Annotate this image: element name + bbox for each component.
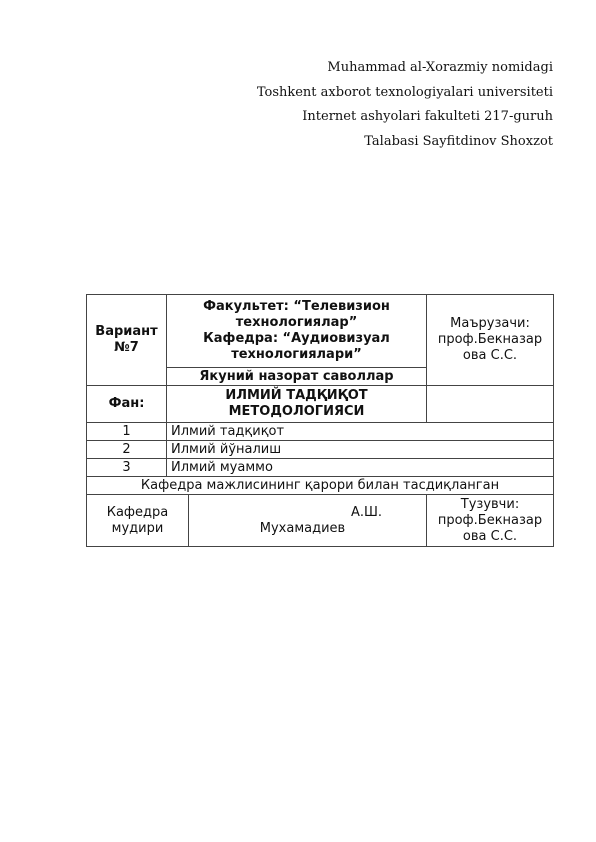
variant-number: №7 (114, 340, 139, 355)
table-row-faculty (87, 295, 554, 368)
compiler-cell (427, 495, 554, 547)
table-row-subject (87, 386, 554, 423)
table-row-question (87, 441, 554, 459)
faculty-line-2: технологиялар” (235, 315, 358, 330)
question-number: 2 (87, 441, 167, 459)
question-number: 1 (87, 423, 167, 441)
head-name-initials: А.Ш. (350, 504, 382, 520)
compiler-line-2: проф.Бекназар (437, 512, 543, 528)
question-number: 3 (87, 459, 167, 477)
header-line-faculty: Internet ashyolari fakulteti 217-guruh (302, 109, 553, 124)
head-of-department-cell (87, 495, 189, 547)
exam-ticket-table (86, 294, 554, 547)
compiler-line-1: Тузувчи: (460, 496, 520, 512)
lecturer-line-3: ова С.С. (462, 348, 518, 363)
header-line-university: Toshkent axborot texnologiyalari universiteti (256, 84, 553, 100)
subject-label: Фан: (87, 386, 167, 423)
question-text: Илмий муаммо (167, 459, 554, 477)
subject-line-1: ИЛМИЙ ТАДҚИҚОТ (225, 388, 368, 403)
head-name-surname: Мухамадиев (259, 520, 346, 536)
compiler-line-3: ова С.С. (462, 528, 518, 544)
table-row-question (87, 459, 554, 477)
subject-empty-cell (427, 386, 554, 423)
head-line-1: Кафедра (106, 504, 169, 520)
lecturer-line-1: Маърузачи: (450, 316, 530, 331)
student-header (153, 56, 553, 154)
faculty-line-1: Факультет: “Телевизион (203, 299, 390, 314)
table-row-signatures (87, 495, 554, 547)
approval-note: Кафедра мажлисининг қарори билан тасдиқланган (87, 477, 554, 495)
department-line-1: Кафедра: “Аудиовизуал (203, 331, 390, 346)
subject-line-2: МЕТОДОЛОГИЯСИ (228, 404, 365, 419)
faculty-cell (167, 295, 427, 368)
question-text: Илмий тадқиқот (167, 423, 554, 441)
department-line-2: технологиялари” (231, 347, 362, 362)
lecturer-line-2: проф.Бекназар (437, 332, 543, 347)
header-line-institution: Muhammad al-Xorazmiy nomidagi (327, 60, 553, 75)
lecturer-cell (427, 295, 554, 386)
final-questions-cell: Якуний назорат саволлар (167, 368, 427, 386)
table-row-question (87, 423, 554, 441)
header-line-student: Talabasi Sayfitdinov Shoxzot (364, 133, 553, 149)
table-row-approval (87, 477, 554, 495)
subject-title (167, 386, 427, 423)
variant-label: Вариант (95, 324, 158, 339)
head-name-cell (189, 495, 427, 547)
head-line-2: мудири (111, 520, 164, 536)
variant-cell (87, 295, 167, 386)
question-text: Илмий йўналиш (167, 441, 554, 459)
